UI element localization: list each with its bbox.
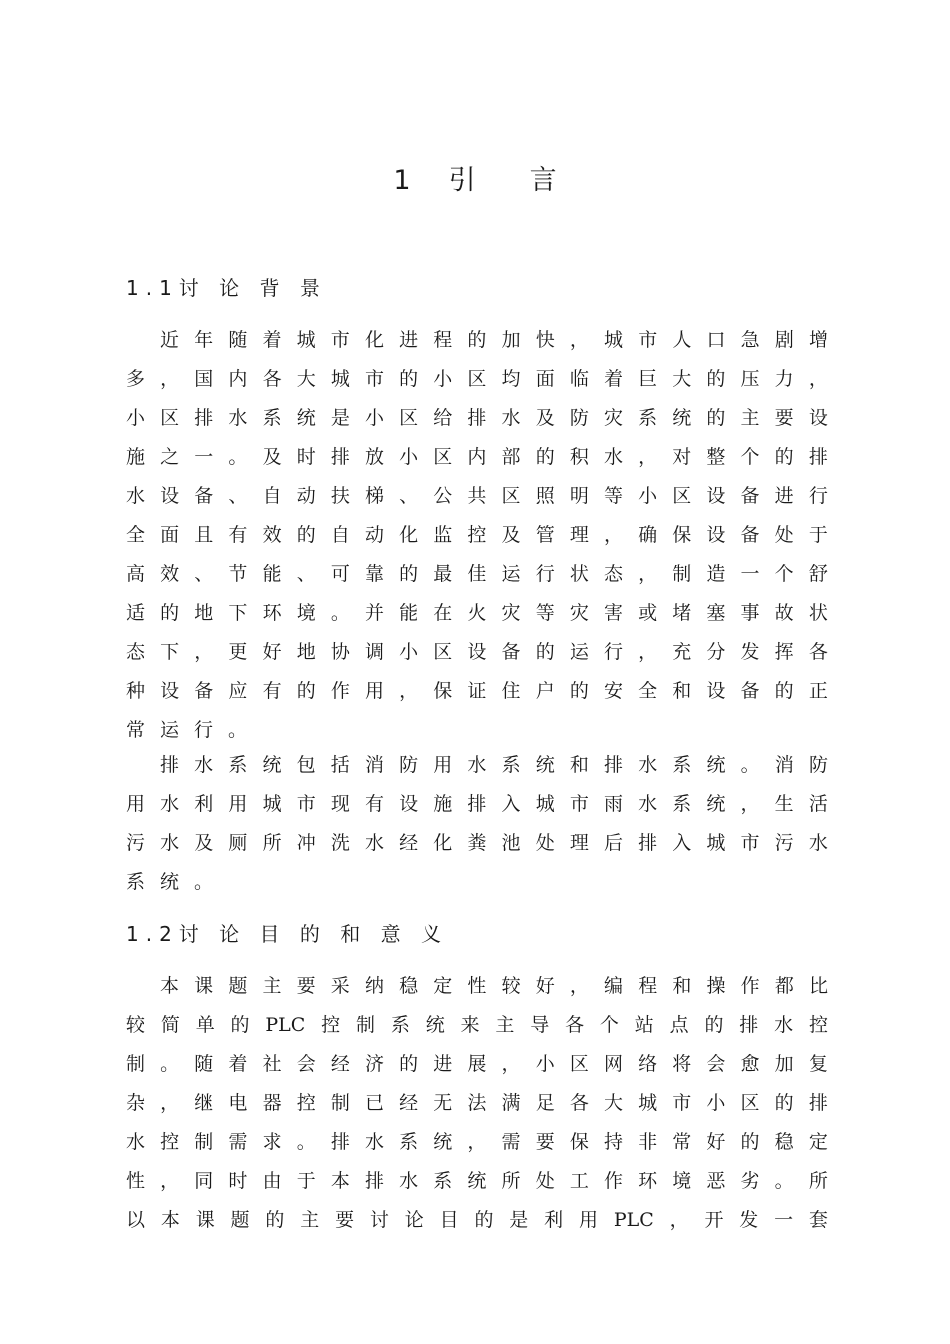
paragraph-line: 系 统 。 [126,871,214,893]
paragraph-line: 以 本 课 题 的 主 要 讨 论 目 的 是 利 用 PLC ， 开 发 一 套 [126,1209,828,1231]
paragraph-line: 污 水 及 厕 所 冲 洗 水 经 化 粪 池 处 理 后 排 入 城 市 污 水 [126,832,828,854]
paragraph-line: 本 课 题 主 要 采 纳 稳 定 性 较 好 ， 编 程 和 操 作 都 比 [160,975,828,997]
section-heading-1-1: 1.1讨 论 背 景 [126,276,327,300]
paragraph-line: 适 的 地 下 环 境 。 并 能 在 火 灾 等 灾 害 或 堵 塞 事 故 状 [126,602,828,624]
paragraph-line: 近 年 随 着 城 市 化 进 程 的 加 快 ， 城 市 人 口 急 剧 增 [160,329,828,351]
paragraph-line: 种 设 备 应 有 的 作 用 ， 保 证 住 户 的 安 全 和 设 备 的 正 [126,680,828,702]
paragraph-line: 水 控 制 需 求 。 排 水 系 统 ， 需 要 保 持 非 常 好 的 稳 定 [126,1131,828,1153]
chapter-number: 1 [393,165,411,196]
paragraph-line: 多 ， 国 内 各 大 城 市 的 小 区 均 面 临 着 巨 大 的 压 力 ， [126,368,828,390]
chapter-title [0,158,950,197]
paragraph-line: 态 下 ， 更 好 地 协 调 小 区 设 备 的 运 行 ， 充 分 发 挥 各 [126,641,828,663]
paragraph-line: 小 区 排 水 系 统 是 小 区 给 排 水 及 防 灾 系 统 的 主 要 设 [126,407,828,429]
paragraph-line: 性 ， 同 时 由 于 本 排 水 系 统 所 处 工 作 环 境 恶 劣 。 所 [126,1170,828,1192]
chapter-title-word-1: 引 [448,165,476,196]
paragraph-line: 用 水 利 用 城 市 现 有 设 施 排 入 城 市 雨 水 系 统 ， 生 活 [126,793,828,815]
paragraph-line: 常 运 行 。 [126,719,248,741]
paragraph-line: 较 简 单 的 PLC 控 制 系 统 来 主 导 各 个 站 点 的 排 水 控 [126,1014,828,1036]
paragraph-line: 高 效 、 节 能 、 可 靠 的 最 佳 运 行 状 态 ， 制 造 一 个 舒 [126,563,828,585]
paragraph-line: 排 水 系 统 包 括 消 防 用 水 系 统 和 排 水 系 统 。 消 防 [160,754,828,776]
paragraph-line: 杂 ， 继 电 器 控 制 已 经 无 法 满 足 各 大 城 市 小 区 的 排 [126,1092,828,1114]
paragraph-line: 施 之 一 。 及 时 排 放 小 区 内 部 的 积 水 ， 对 整 个 的 排 [126,446,828,468]
section-heading-1-2: 1.2讨 论 目 的 和 意 义 [126,922,448,946]
chapter-title-word-2: 言 [529,165,557,196]
paragraph-line: 全 面 且 有 效 的 自 动 化 监 控 及 管 理 ， 确 保 设 备 处 于 [126,524,828,546]
paragraph-line: 制 。 随 着 社 会 经 济 的 进 展 ， 小 区 网 络 将 会 愈 加 复 [126,1053,828,1075]
paragraph-line: 水 设 备 、 自 动 扶 梯 、 公 共 区 照 明 等 小 区 设 备 进 行 [126,485,828,507]
